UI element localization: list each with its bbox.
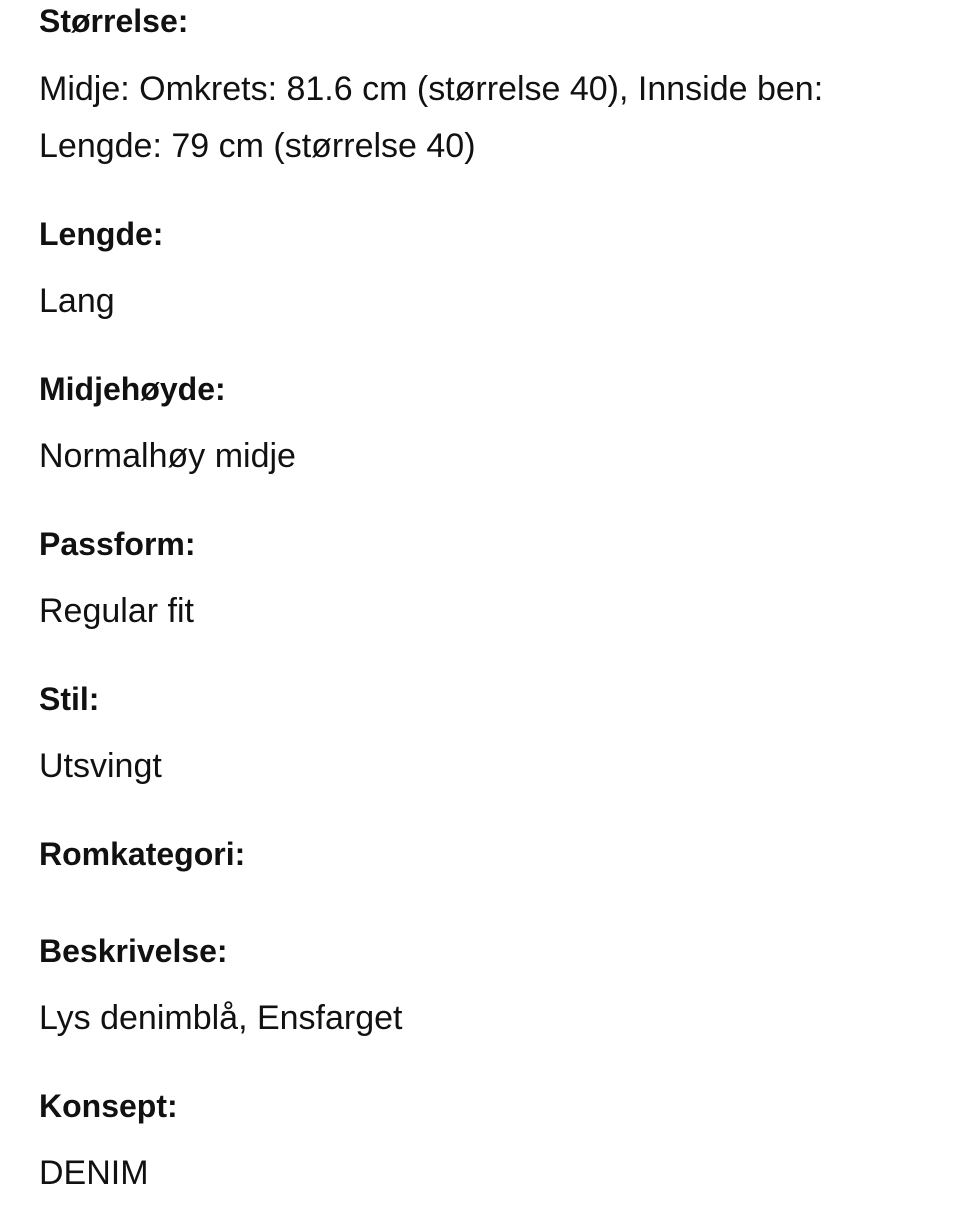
style-label: Stil: <box>39 681 100 717</box>
fit-value: Regular fit <box>39 592 194 630</box>
length-value: Lang <box>39 282 115 320</box>
waist-height-label: Midjehøyde: <box>39 371 226 407</box>
concept-value: DENIM <box>39 1154 149 1192</box>
length-label: Lengde: <box>39 216 164 252</box>
description-label: Beskrivelse: <box>39 933 228 969</box>
size-label: Størrelse: <box>39 3 189 39</box>
style-value: Utsvingt <box>39 747 162 785</box>
size-value: Midje: Omkrets: 81.6 cm (størrelse 40), Innside ben: Lengde: 79 cm (størrelse 40) <box>39 70 824 165</box>
description-value: Lys denimblå, Ensfarget <box>39 999 403 1037</box>
fit-label: Passform: <box>39 526 196 562</box>
room-category-label: Romkategori: <box>39 836 246 872</box>
concept-label: Konsept: <box>39 1088 178 1124</box>
waist-height-value: Normalhøy midje <box>39 437 296 475</box>
